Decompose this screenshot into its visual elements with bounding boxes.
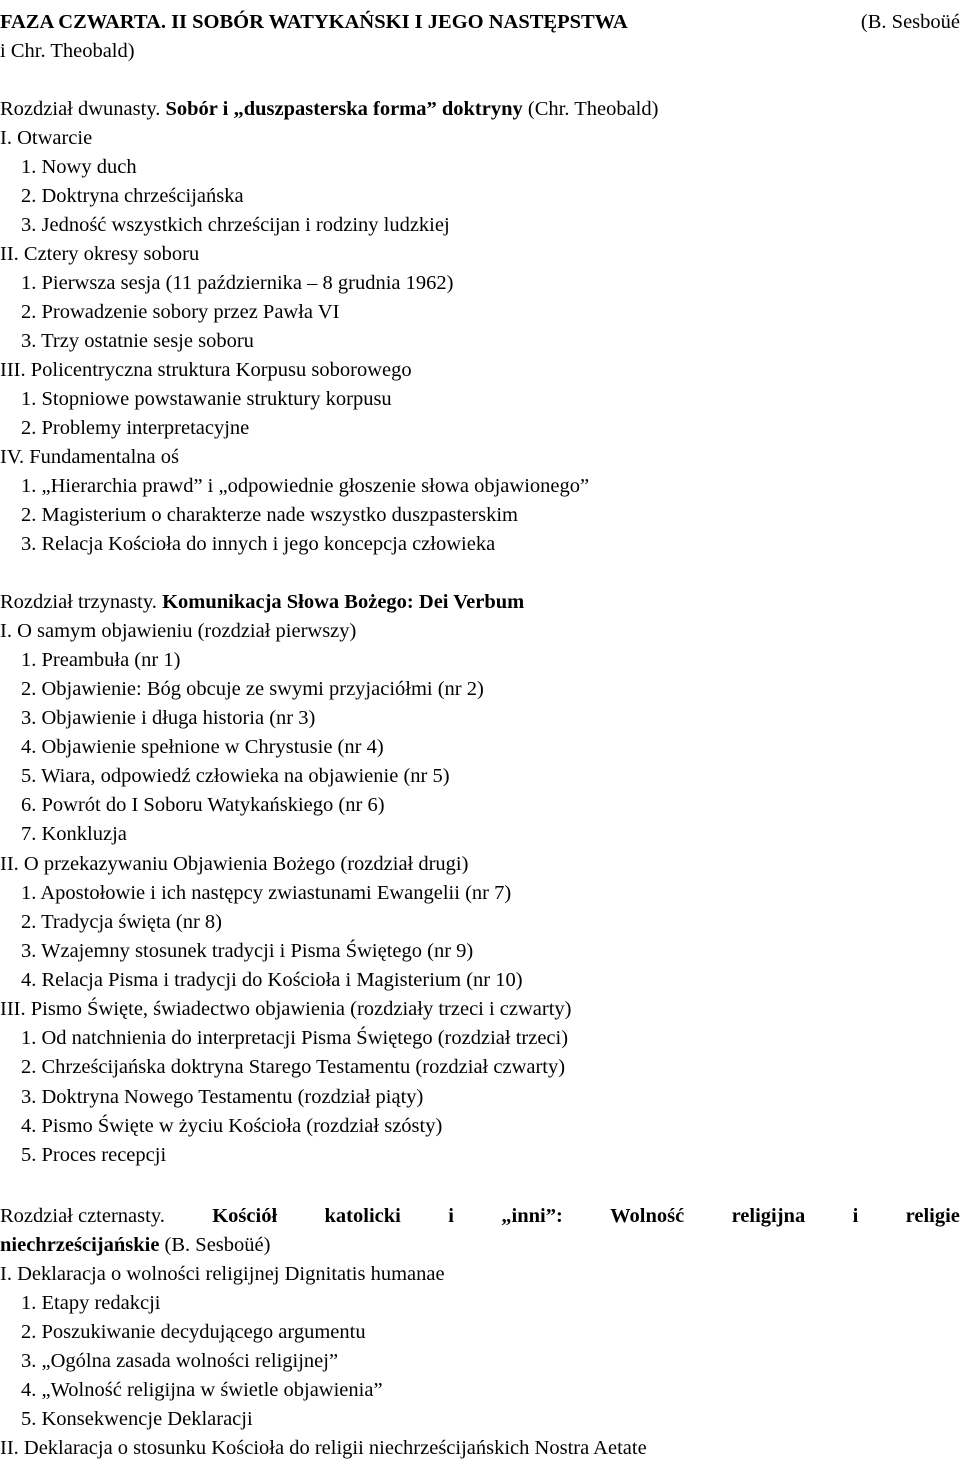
outline-item: 1. Nowy duch xyxy=(21,156,137,178)
outline-item: 1. Stopniowe powstawanie struktury korpusu xyxy=(21,388,392,410)
outline-section: II. Deklaracja o stosunku Kościoła do religii niechrześcijańskich Nostra Aetate xyxy=(0,1437,647,1459)
outline-item: 5. Konsekwencje Deklaracji xyxy=(21,1408,253,1430)
chapter-12-title: Sobór i „duszpasterska forma” doktryny xyxy=(165,98,523,120)
outline-item: 3. Trzy ostatnie sesje soboru xyxy=(21,330,254,352)
outline-item: 1. „Hierarchia prawd” i „odpowiednie głoszenie słowa objawionego” xyxy=(21,475,590,497)
phase-title-line2: i Chr. Theobald) xyxy=(0,40,135,62)
outline-item: 2. Prowadzenie sobory przez Pawła VI xyxy=(21,301,340,323)
outline-item: 1. Pierwsza sesja (11 października – 8 grudnia 1962) xyxy=(21,272,454,294)
chapter-13-label: Rozdział trzynasty. xyxy=(0,591,157,613)
chapter-14-title-word: Wolność xyxy=(610,1205,685,1227)
outline-item: 4. Relacja Pisma i tradycji do Kościoła i Magisterium (nr 10) xyxy=(21,969,523,991)
outline-item: 4. „Wolność religijna w świetle objawienia” xyxy=(21,1379,383,1401)
chapter-14-title-word: i xyxy=(852,1205,859,1227)
outline-section: I. Otwarcie xyxy=(0,127,93,149)
outline-item: 1. Od natchnienia do interpretacji Pisma Świętego (rozdział trzeci) xyxy=(21,1027,569,1049)
phase-title: FAZA CZWARTA. II SOBÓR WATYKAŃSKI I JEGO NASTĘPSTWA xyxy=(0,11,628,33)
chapter-14-heading xyxy=(0,1204,960,1228)
chapter-14-heading-line2 xyxy=(0,1233,270,1257)
outline-item: 3. Relacja Kościoła do innych i jego koncepcja człowieka xyxy=(21,533,496,555)
outline-item: 1. Apostołowie i ich następcy zwiastunami Ewangelii (nr 7) xyxy=(21,882,512,904)
chapter-14-title-word: „inni”: xyxy=(501,1205,563,1227)
outline-item: 4. Objawienie spełnione w Chrystusie (nr 4) xyxy=(21,736,384,758)
chapter-14-title-word: religie xyxy=(905,1205,960,1227)
outline-item: 2. Chrześcijańska doktryna Starego Testamentu (rozdział czwarty) xyxy=(21,1056,566,1078)
outline-item: 3. Jedność wszystkich chrześcijan i rodziny ludzkiej xyxy=(21,214,450,236)
chapter-14-title-word: katolicki xyxy=(324,1205,401,1227)
chapter-13-title: Komunikacja Słowa Bożego: Dei Verbum xyxy=(162,591,525,613)
outline-item: 4. Pismo Święte w życiu Kościoła (rozdział szósty) xyxy=(21,1115,443,1137)
chapter-12-author: (Chr. Theobald) xyxy=(527,98,659,120)
outline-item: 2. Poszukiwanie decydującego argumentu xyxy=(21,1321,366,1343)
outline-item: 3. Doktryna Nowego Testamentu (rozdział piąty) xyxy=(21,1086,424,1108)
outline-item: 2. Magisterium o charakterze nade wszystko duszpasterskim xyxy=(21,504,518,526)
chapter-14-title-word: religijna xyxy=(731,1205,806,1227)
outline-item: 5. Wiara, odpowiedź człowieka na objawienie (nr 5) xyxy=(21,765,450,787)
outline-section: I. Deklaracja o wolności religijnej Dignitatis humanae xyxy=(0,1263,445,1285)
phase-title-authors: (B. Sesboüé xyxy=(860,11,960,33)
outline-section: I. O samym objawieniu (rozdział pierwszy) xyxy=(0,620,357,642)
outline-item: 2. Tradycja święta (nr 8) xyxy=(21,911,222,933)
chapter-14-title-cont: niechrześcijańskie xyxy=(0,1234,160,1256)
outline-section: III. Policentryczna struktura Korpusu soborowego xyxy=(0,359,412,381)
outline-section: II. O przekazywaniu Objawienia Bożego (rozdział drugi) xyxy=(0,853,469,875)
outline-item: 7. Konkluzja xyxy=(21,823,127,845)
chapter-14-title-word: Kościół xyxy=(212,1205,278,1227)
chapter-14-author: (B. Sesboüé) xyxy=(164,1234,271,1256)
outline-item: 2. Objawienie: Bóg obcuje ze swymi przyjaciółmi (nr 2) xyxy=(21,678,484,700)
chapter-14-title-word: i xyxy=(448,1205,454,1227)
outline-item: 6. Powrót do I Soboru Watykańskiego (nr 6) xyxy=(21,794,385,816)
outline-section: II. Cztery okresy soboru xyxy=(0,243,200,265)
outline-item: 2. Doktryna chrześcijańska xyxy=(21,185,244,207)
outline-item: 2. Problemy interpretacyjne xyxy=(21,417,250,439)
outline-item: 3. Wzajemny stosunek tradycji i Pisma Świętego (nr 9) xyxy=(21,940,474,962)
phase-title-line1 xyxy=(0,10,960,34)
outline-item: 5. Proces recepcji xyxy=(21,1144,167,1166)
chapter-12-label: Rozdział dwunasty. xyxy=(0,98,161,120)
outline-section: III. Pismo Święte, świadectwo objawienia (rozdziały trzeci i czwarty) xyxy=(0,998,572,1020)
outline-item: 1. Etapy redakcji xyxy=(21,1292,161,1314)
chapter-12-heading xyxy=(0,97,658,121)
outline-item: 3. Objawienie i długa historia (nr 3) xyxy=(21,707,316,729)
chapter-14-label: Rozdział czternasty. xyxy=(0,1205,165,1227)
chapter-13-heading xyxy=(0,590,524,614)
outline-item: 3. „Ogólna zasada wolności religijnej” xyxy=(21,1350,339,1372)
outline-item: 1. Preambuła (nr 1) xyxy=(21,649,181,671)
outline-section: IV. Fundamentalna oś xyxy=(0,446,179,468)
